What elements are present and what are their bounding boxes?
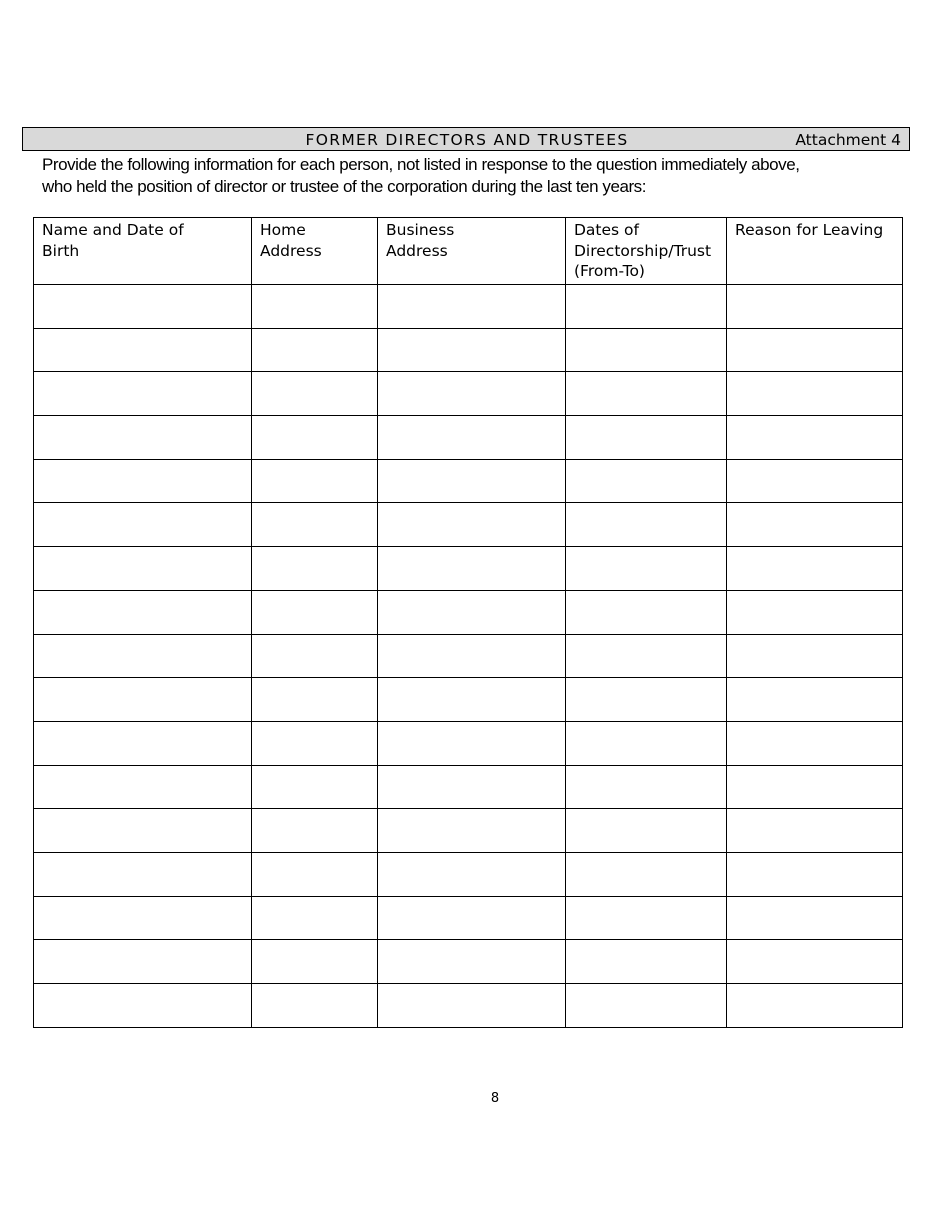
cell-name-dob[interactable]: [34, 940, 252, 984]
cell-reason-leaving[interactable]: [727, 372, 903, 416]
cell-reason-leaving[interactable]: [727, 721, 903, 765]
cell-reason-leaving[interactable]: [727, 896, 903, 940]
cell-business-address[interactable]: [378, 678, 566, 722]
cell-name-dob[interactable]: [34, 896, 252, 940]
table-row: [34, 372, 903, 416]
cell-business-address[interactable]: [378, 416, 566, 460]
attachment-label: Attachment 4: [795, 131, 901, 149]
table-row: [34, 547, 903, 591]
cell-name-dob[interactable]: [34, 503, 252, 547]
cell-reason-leaving[interactable]: [727, 285, 903, 329]
table-row: [34, 285, 903, 329]
cell-dates[interactable]: [566, 503, 727, 547]
cell-dates[interactable]: [566, 459, 727, 503]
cell-home-address[interactable]: [252, 809, 378, 853]
cell-dates[interactable]: [566, 285, 727, 329]
table-row: [34, 634, 903, 678]
section-header-bar: [22, 127, 910, 151]
cell-home-address[interactable]: [252, 372, 378, 416]
cell-home-address[interactable]: [252, 940, 378, 984]
cell-business-address[interactable]: [378, 852, 566, 896]
cell-business-address[interactable]: [378, 896, 566, 940]
cell-dates[interactable]: [566, 590, 727, 634]
cell-home-address[interactable]: [252, 634, 378, 678]
cell-home-address[interactable]: [252, 459, 378, 503]
cell-home-address[interactable]: [252, 678, 378, 722]
instructions-line-2: who held the position of director or trustee of the corporation during the last ten years:: [42, 177, 646, 196]
cell-reason-leaving[interactable]: [727, 459, 903, 503]
table-row: [34, 809, 903, 853]
cell-business-address[interactable]: [378, 940, 566, 984]
cell-reason-leaving[interactable]: [727, 940, 903, 984]
cell-home-address[interactable]: [252, 765, 378, 809]
cell-reason-leaving[interactable]: [727, 852, 903, 896]
cell-home-address[interactable]: [252, 547, 378, 591]
cell-home-address[interactable]: [252, 503, 378, 547]
cell-dates[interactable]: [566, 372, 727, 416]
cell-home-address[interactable]: [252, 852, 378, 896]
table-row: [34, 940, 903, 984]
cell-reason-leaving[interactable]: [727, 984, 903, 1028]
cell-dates[interactable]: [566, 896, 727, 940]
former-directors-table: [33, 217, 903, 1028]
cell-name-dob[interactable]: [34, 372, 252, 416]
cell-name-dob[interactable]: [34, 809, 252, 853]
cell-business-address[interactable]: [378, 503, 566, 547]
cell-name-dob[interactable]: [34, 416, 252, 460]
table-row: [34, 678, 903, 722]
cell-reason-leaving[interactable]: [727, 678, 903, 722]
cell-business-address[interactable]: [378, 372, 566, 416]
column-header-name-dob: Name and Date of Birth: [34, 218, 252, 285]
cell-reason-leaving[interactable]: [727, 809, 903, 853]
cell-business-address[interactable]: [378, 285, 566, 329]
cell-business-address[interactable]: [378, 547, 566, 591]
cell-dates[interactable]: [566, 765, 727, 809]
cell-business-address[interactable]: [378, 721, 566, 765]
table-body: [34, 285, 903, 1028]
instructions-text: [42, 154, 912, 198]
cell-business-address[interactable]: [378, 459, 566, 503]
cell-name-dob[interactable]: [34, 328, 252, 372]
cell-name-dob[interactable]: [34, 459, 252, 503]
cell-reason-leaving[interactable]: [727, 634, 903, 678]
cell-dates[interactable]: [566, 852, 727, 896]
cell-home-address[interactable]: [252, 416, 378, 460]
table-row: [34, 852, 903, 896]
cell-name-dob[interactable]: [34, 721, 252, 765]
table-row: [34, 590, 903, 634]
cell-name-dob[interactable]: [34, 678, 252, 722]
column-header-reason-leaving: Reason for Leaving: [727, 218, 903, 285]
cell-home-address[interactable]: [252, 590, 378, 634]
table-row: [34, 896, 903, 940]
cell-name-dob[interactable]: [34, 590, 252, 634]
cell-business-address[interactable]: [378, 634, 566, 678]
cell-business-address[interactable]: [378, 809, 566, 853]
cell-dates[interactable]: [566, 416, 727, 460]
instructions-line-1: Provide the following information for each person, not listed in response to the question immediately above,: [42, 155, 800, 174]
cell-dates[interactable]: [566, 634, 727, 678]
table-row: [34, 328, 903, 372]
cell-dates[interactable]: [566, 809, 727, 853]
table-row: [34, 765, 903, 809]
cell-name-dob[interactable]: [34, 765, 252, 809]
cell-dates[interactable]: [566, 328, 727, 372]
table-row: [34, 503, 903, 547]
table-header-row: [34, 218, 903, 285]
table-row: [34, 721, 903, 765]
cell-name-dob[interactable]: [34, 984, 252, 1028]
section-title: FORMER DIRECTORS AND TRUSTEES: [305, 131, 629, 149]
table-row: [34, 459, 903, 503]
cell-business-address[interactable]: [378, 984, 566, 1028]
cell-dates[interactable]: [566, 984, 727, 1028]
cell-home-address[interactable]: [252, 984, 378, 1028]
cell-dates[interactable]: [566, 940, 727, 984]
cell-name-dob[interactable]: [34, 852, 252, 896]
cell-name-dob[interactable]: [34, 634, 252, 678]
cell-reason-leaving[interactable]: [727, 416, 903, 460]
cell-home-address[interactable]: [252, 896, 378, 940]
cell-name-dob[interactable]: [34, 547, 252, 591]
table-row: [34, 984, 903, 1028]
cell-reason-leaving[interactable]: [727, 503, 903, 547]
cell-dates[interactable]: [566, 678, 727, 722]
cell-reason-leaving[interactable]: [727, 328, 903, 372]
cell-reason-leaving[interactable]: [727, 765, 903, 809]
cell-business-address[interactable]: [378, 328, 566, 372]
cell-home-address[interactable]: [252, 721, 378, 765]
column-header-home-address: Home Address: [252, 218, 378, 285]
cell-reason-leaving[interactable]: [727, 547, 903, 591]
cell-business-address[interactable]: [378, 590, 566, 634]
table-row: [34, 416, 903, 460]
cell-home-address[interactable]: [252, 285, 378, 329]
column-header-business-address: Business Address: [378, 218, 566, 285]
cell-dates[interactable]: [566, 547, 727, 591]
cell-dates[interactable]: [566, 721, 727, 765]
page-number: 8: [490, 1091, 500, 1106]
cell-reason-leaving[interactable]: [727, 590, 903, 634]
cell-business-address[interactable]: [378, 765, 566, 809]
column-header-dates: Dates of Directorship/Trust (From-To): [566, 218, 727, 285]
cell-home-address[interactable]: [252, 328, 378, 372]
cell-name-dob[interactable]: [34, 285, 252, 329]
